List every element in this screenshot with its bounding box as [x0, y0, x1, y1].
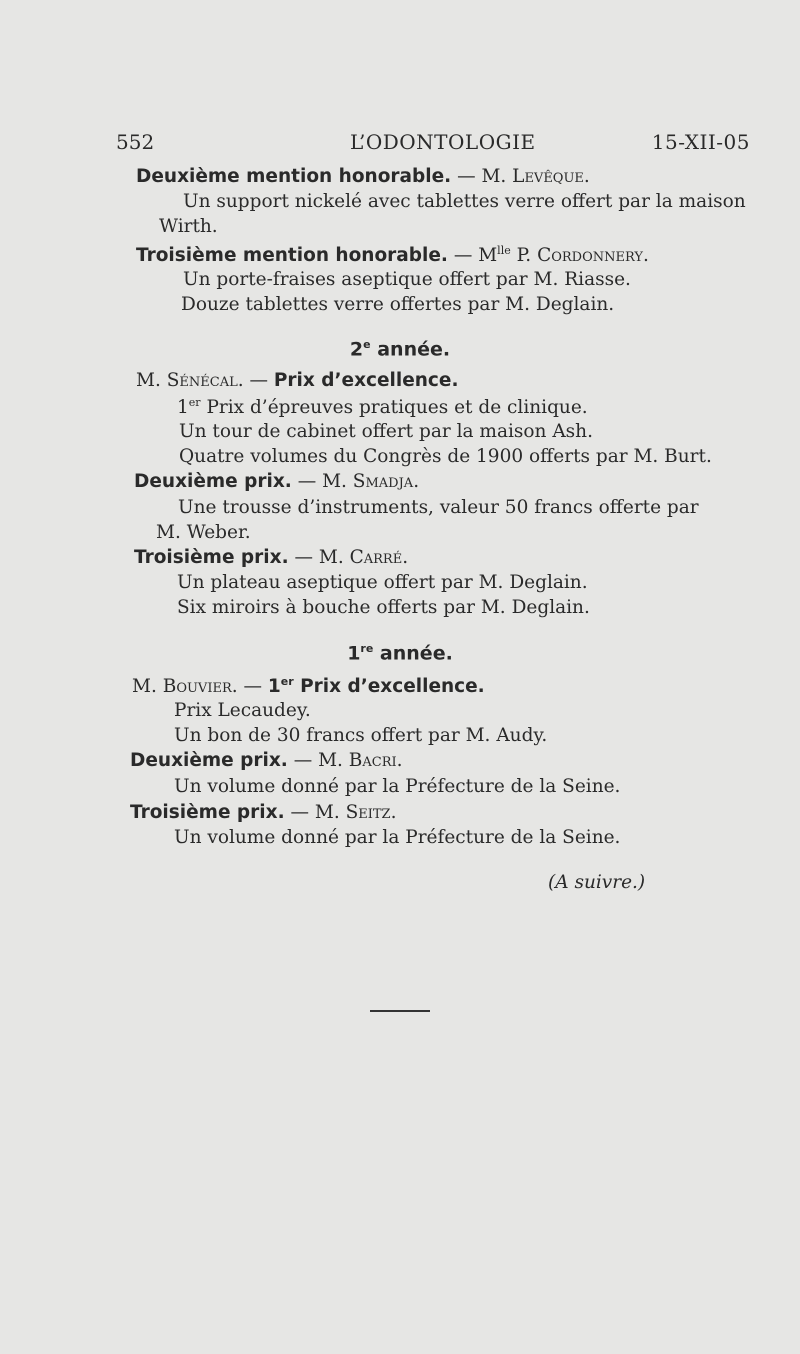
award-line — [136, 370, 458, 391]
award-line — [134, 547, 408, 568]
continuation-note: (A suivre.) — [548, 872, 646, 893]
award-title: Deuxième mention honorable. — [136, 166, 452, 187]
section-heading — [0, 642, 800, 664]
separator: — M. — [451, 166, 513, 187]
text-line: Un volume donné par la Préfecture de la Seine. — [174, 827, 621, 848]
heading-text: année. — [370, 338, 451, 361]
punct: . — [413, 471, 420, 492]
title-prefix: M. — [136, 370, 167, 391]
separator: — M. — [287, 750, 349, 771]
text-line: Un porte-fraises aseptique offert par M. Riasse. — [183, 269, 631, 290]
recipient-name: Bouvier — [162, 676, 232, 698]
text-line: Quatre volumes du Congrès de 1900 offerts par M. Burt. — [179, 446, 712, 467]
separator: — M. — [291, 471, 353, 492]
recipient-name: Seitz — [345, 802, 391, 823]
issue-date: 15-XII-05 — [651, 130, 750, 154]
award-line — [130, 802, 396, 823]
text-line: Six miroirs à bouche offerts par M. Deglain. — [177, 597, 590, 618]
award-title: Troisième prix. — [134, 547, 289, 568]
punct: . — [402, 547, 409, 568]
superscript: e — [363, 338, 371, 351]
initial: P. — [510, 245, 538, 267]
running-head — [0, 130, 800, 160]
heading-text: année. — [373, 642, 453, 665]
recipient-name: Bacri — [348, 750, 397, 771]
punct: . — [390, 802, 397, 823]
superscript: lle — [497, 244, 511, 257]
text-line: Un plateau aseptique offert par M. Deglain. — [177, 572, 588, 593]
award-line — [136, 244, 649, 266]
section-heading — [0, 338, 800, 360]
separator: — M. — [288, 547, 350, 568]
recipient-name: Levêque — [512, 166, 584, 187]
award-title: 1 — [267, 676, 281, 698]
separator: . — — [231, 676, 268, 698]
superscript: re — [360, 642, 374, 655]
heading-number: 2 — [349, 338, 364, 361]
end-rule — [370, 1010, 430, 1012]
superscript: er — [188, 396, 201, 409]
text-line: Douze tablettes verre offertes par M. Deglain. — [181, 294, 615, 315]
superscript: er — [280, 675, 294, 688]
title-prefix: M. — [132, 676, 163, 698]
separator: . — — [237, 370, 274, 391]
punct: . — [583, 166, 590, 187]
text-line: Un tour de cabinet offert par la maison Ash. — [179, 421, 593, 442]
recipient-name: Smadja — [352, 471, 414, 492]
separator: — M. — [284, 802, 346, 823]
recipient-name: Sénécal — [166, 370, 238, 391]
punct: . — [396, 750, 403, 771]
award-title: Troisième prix. — [130, 802, 285, 823]
text-line: Prix Lecaudey. — [174, 700, 311, 721]
award-line — [136, 166, 590, 187]
text-line: Un volume donné par la Préfecture de la Seine. — [174, 776, 621, 797]
award-title: Deuxième prix. — [130, 750, 288, 771]
award-title: Prix d’excellence. — [273, 370, 459, 391]
text-line: Wirth. — [159, 216, 218, 237]
text-line — [177, 396, 588, 418]
punct: . — [642, 245, 649, 267]
recipient-name: Carré — [349, 547, 403, 568]
award-title: Deuxième prix. — [134, 471, 292, 492]
award-line — [132, 675, 485, 697]
text-line: Une trousse d’instruments, valeur 50 francs offerte par — [178, 497, 699, 518]
award-line — [134, 471, 419, 492]
text-line: Un bon de 30 francs offert par M. Audy. — [174, 725, 548, 746]
text-line: M. Weber. — [156, 522, 251, 543]
separator: — M — [447, 245, 498, 267]
text: Prix d’épreuves pratiques et de clinique. — [200, 397, 588, 419]
award-title: Prix d’excellence. — [293, 676, 485, 698]
award-title: Troisième mention honorable. — [136, 245, 448, 267]
heading-number: 1 — [347, 642, 361, 665]
recipient-name: Cordonnery — [537, 245, 643, 267]
award-line — [130, 750, 403, 771]
page-number: 552 — [116, 130, 155, 154]
text-line: Un support nickelé avec tablettes verre offert par la maison — [183, 191, 746, 212]
ordinal: 1 — [177, 397, 189, 419]
journal-title: L’ODONTOLOGIE — [350, 130, 536, 154]
